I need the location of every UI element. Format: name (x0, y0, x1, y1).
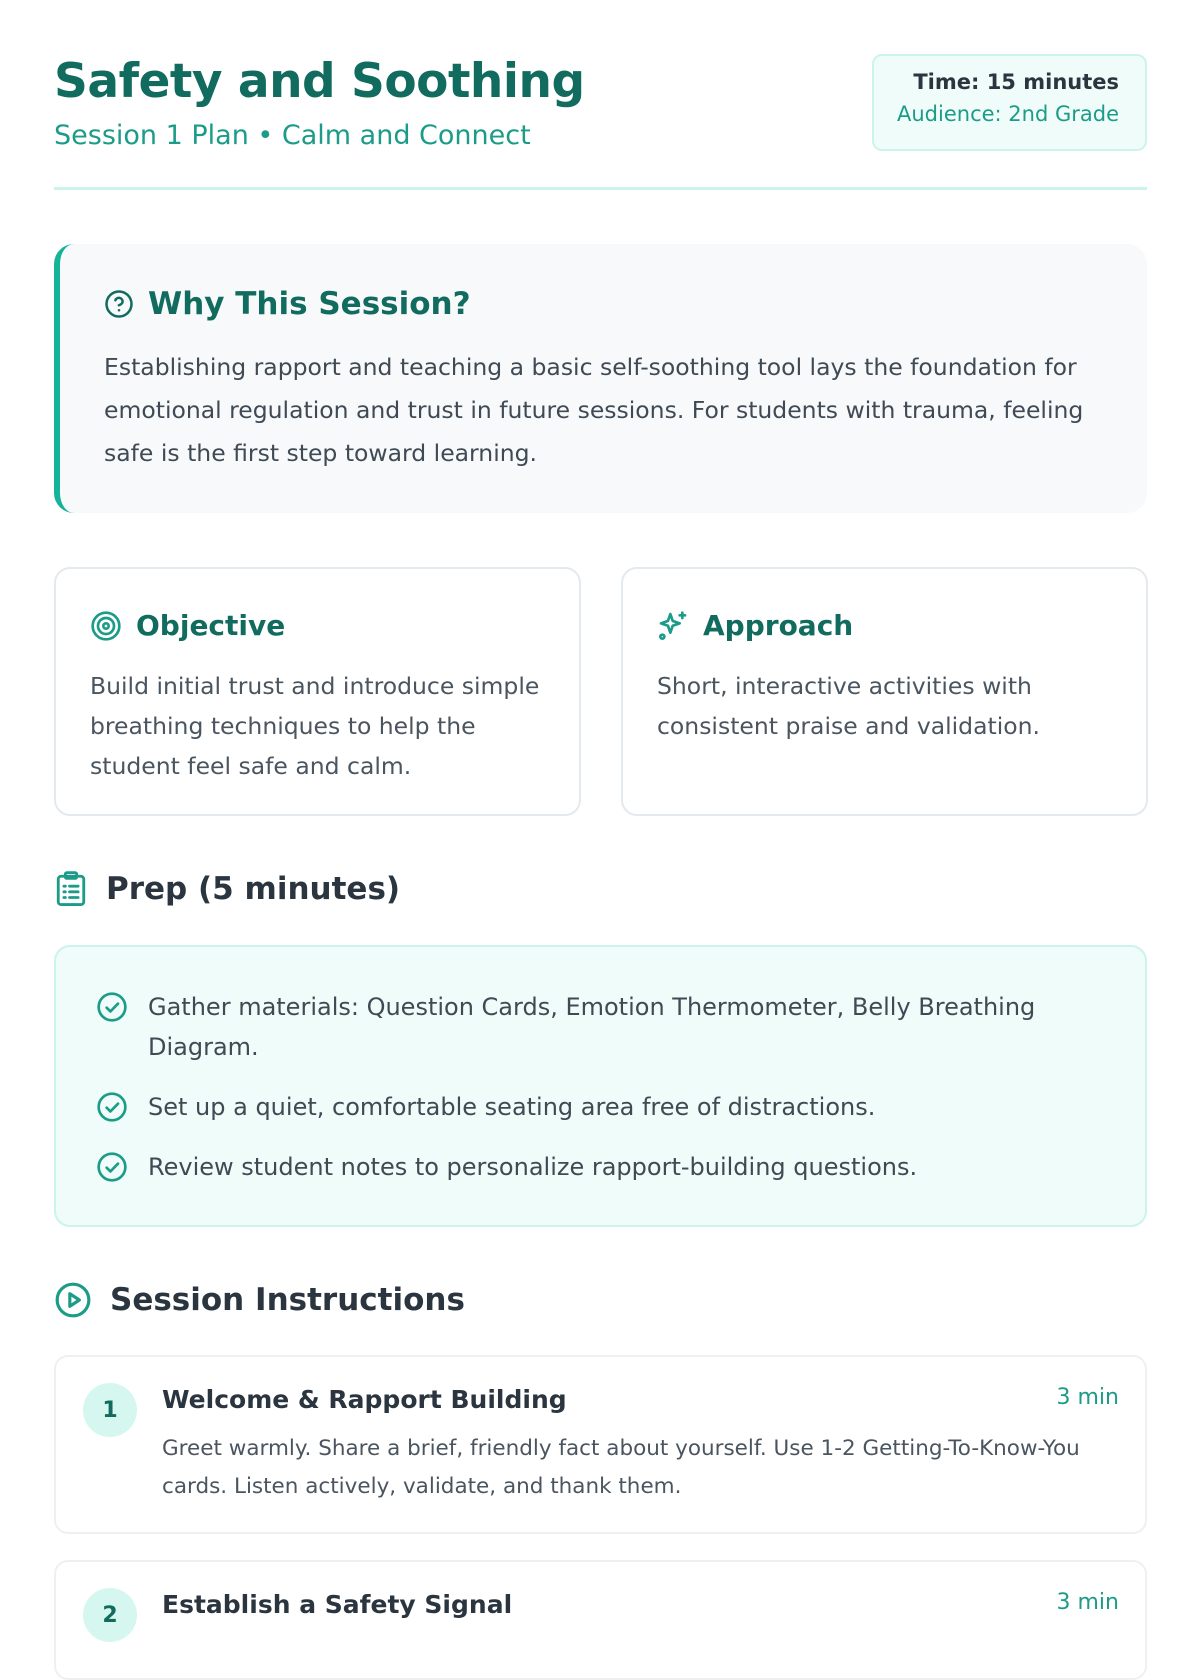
step-number-badge: 2 (83, 1588, 137, 1642)
step-duration: 3 min (1056, 1385, 1119, 1410)
step-card (54, 1355, 1147, 1534)
why-session-text: Establishing rapport and teaching a basic self-soothing tool lays the foundation for emotional regulation and trust in future sessions. For students with trauma, feeling safe is the first step toward learning. (104, 353, 1084, 467)
objective-text: Build initial trust and introduce simple breathing techniques to help the student feel safe and calm. (90, 672, 540, 780)
prep-item (96, 1147, 1048, 1187)
step-title: Welcome & Rapport Building (162, 1385, 567, 1414)
step-duration: 3 min (1056, 1590, 1119, 1615)
page-title: Safety and Soothing (54, 54, 585, 109)
approach-heading (657, 609, 853, 642)
objective-card (54, 567, 581, 816)
objective-heading (90, 609, 285, 642)
prep-item (96, 1087, 1048, 1127)
approach-title: Approach (703, 609, 854, 642)
check-circle-icon (96, 1151, 128, 1183)
session-audience: Audience: 2nd Grade (897, 102, 1119, 126)
why-session-heading (104, 286, 471, 322)
prep-item (96, 987, 1048, 1067)
step-description: Greet warmly. Share a brief, friendly fact about yourself. Use 1-2 Getting-To-Know-You cards. Listen actively, validate, and thank them. (162, 1436, 1080, 1499)
instructions-title: Session Instructions (110, 1282, 465, 1318)
session-meta-box (872, 54, 1147, 151)
page-subtitle: Session 1 Plan • Calm and Connect (54, 120, 531, 151)
target-icon (90, 610, 122, 642)
prep-title: Prep (5 minutes) (106, 871, 401, 907)
why-session-title: Why This Session? (148, 286, 471, 322)
session-time: Time: 15 minutes (913, 70, 1119, 94)
why-session-card (54, 244, 1147, 513)
objective-title: Objective (136, 609, 286, 642)
prep-checklist (54, 945, 1147, 1227)
clipboard-icon (54, 870, 88, 908)
check-circle-icon (96, 1091, 128, 1123)
approach-text: Short, interactive activities with consistent praise and validation. (657, 672, 1040, 740)
page-header (54, 50, 1147, 190)
approach-card (621, 567, 1148, 816)
step-card (54, 1560, 1147, 1680)
play-circle-icon (54, 1281, 92, 1319)
instructions-heading (54, 1281, 465, 1319)
sparkles-icon (657, 610, 689, 642)
step-number-badge: 1 (83, 1383, 137, 1437)
prep-item-text: Gather materials: Question Cards, Emotion Thermometer, Belly Breathing Diagram. (148, 993, 1036, 1061)
question-circle-icon (104, 289, 134, 319)
check-circle-icon (96, 991, 128, 1023)
prep-heading (54, 870, 400, 908)
prep-item-text: Set up a quiet, comfortable seating area free of distractions. (148, 1093, 876, 1121)
prep-item-text: Review student notes to personalize rapport-building questions. (148, 1153, 918, 1181)
step-title: Establish a Safety Signal (162, 1590, 513, 1619)
